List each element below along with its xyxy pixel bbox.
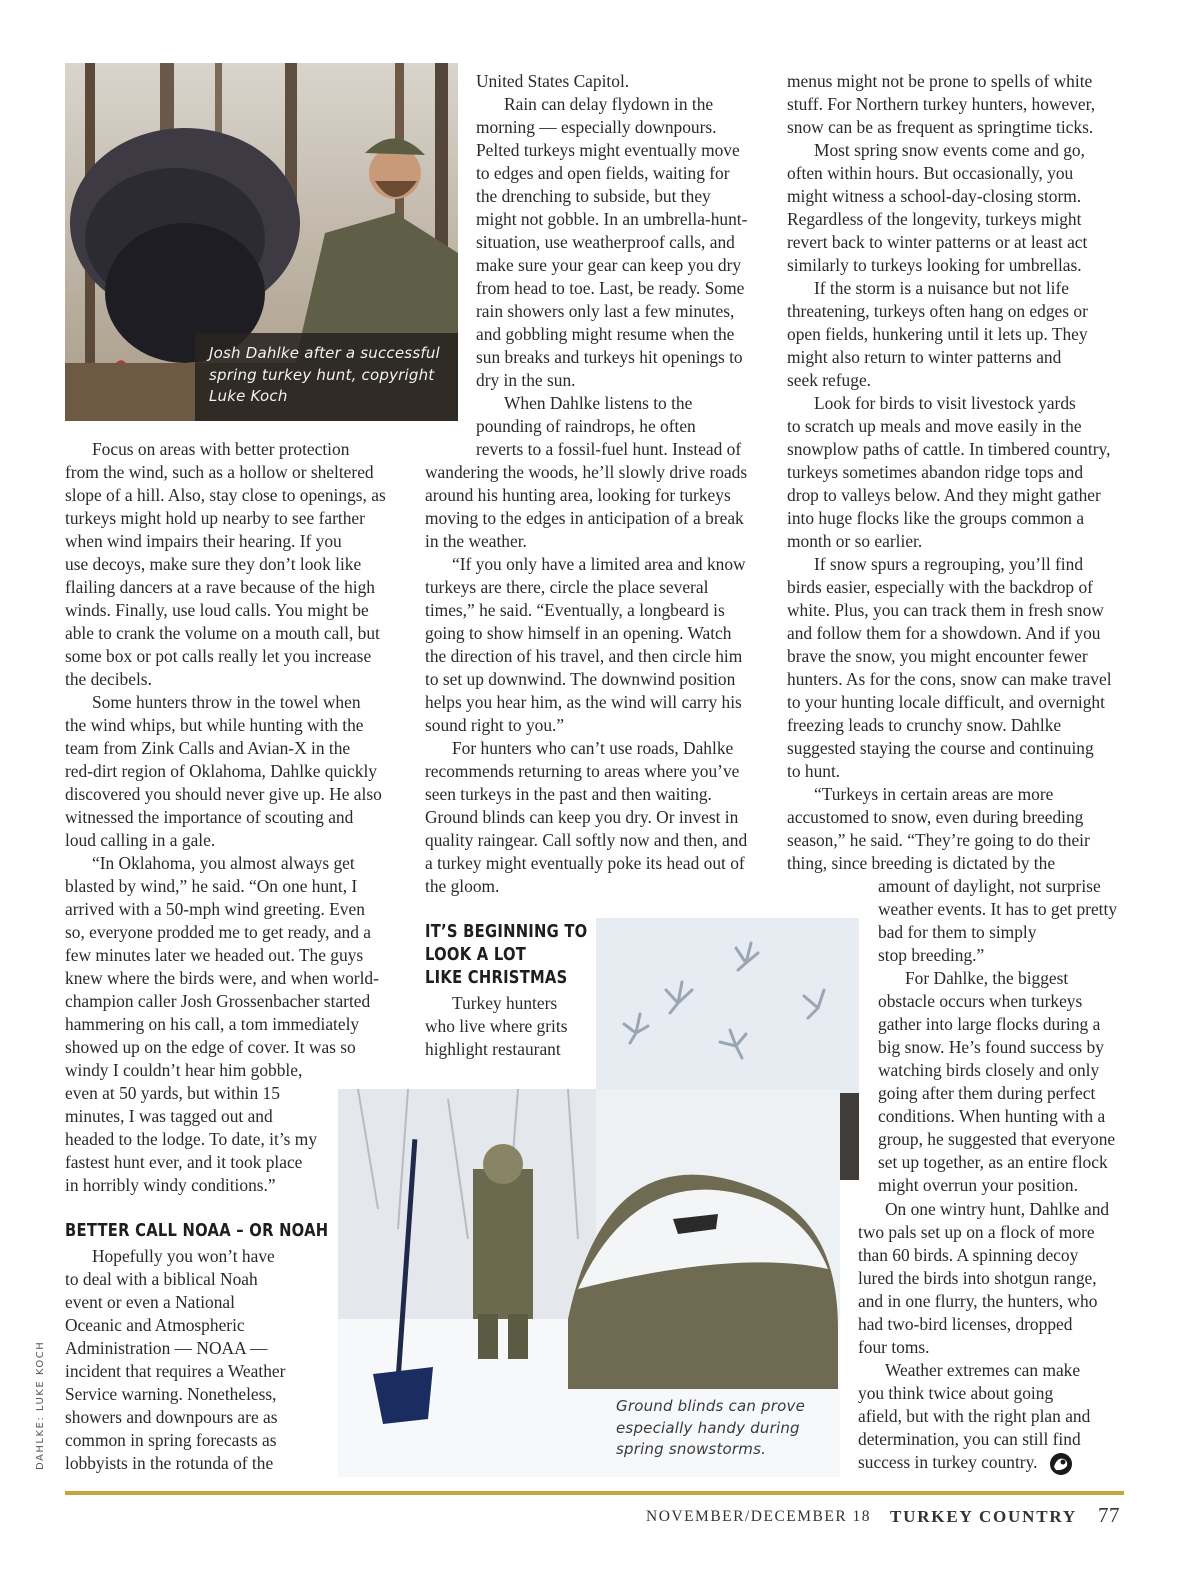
paragraph-line: might witness a school-day-closing storm. [787, 186, 1082, 206]
paragraph-line: season,” he said. “They’re going to do their [787, 830, 1090, 850]
paragraph-line: two pals set up on a flock of more [858, 1222, 1095, 1242]
paragraph-line: lobbyists in the rotunda of the [65, 1453, 274, 1473]
paragraph-line: knew where the birds were, and when world- [65, 968, 379, 988]
paragraph-line: team from Zink Calls and Avian-X in the [65, 738, 351, 758]
paragraph-line: helps you hear him, as the wind will carry his [425, 692, 742, 712]
footer-rule [65, 1491, 1124, 1495]
paragraph-line: Some hunters throw in the towel when [92, 692, 361, 712]
paragraph-line: Turkey hunters [452, 993, 558, 1013]
paragraph-line: even at 50 yards, but within 15 [65, 1083, 280, 1103]
paragraph-line: champion caller Josh Grossenbacher started [65, 991, 371, 1011]
paragraph-line: into huge flocks like the groups common a [787, 508, 1085, 528]
hunter-turkey-photo [65, 63, 458, 421]
paragraph-line: might overrun your position. [878, 1175, 1078, 1195]
paragraph-line: going after them during perfect [878, 1083, 1096, 1103]
paragraph-line: Most spring snow events come and go, [814, 140, 1085, 160]
paragraph-line: the wind whips, but while hunting with the [65, 715, 364, 735]
turkey-end-mark-icon [1048, 1451, 1074, 1477]
paragraph-line: success in turkey country. [858, 1452, 1038, 1472]
paragraph-line: use decoys, make sure they don’t look like [65, 554, 362, 574]
paragraph-line: Hopefully you won’t have [92, 1246, 275, 1266]
paragraph-line: to scratch up meals and move easily in the [787, 416, 1082, 436]
paragraph-line: brave the snow, you might encounter fewer [787, 646, 1088, 666]
paragraph-line: in horribly windy conditions.” [65, 1175, 276, 1195]
paragraph-line: fastest hunt ever, and it took place [65, 1152, 303, 1172]
paragraph-line: seek refuge. [787, 370, 872, 390]
paragraph-line: freezing leads to crunchy snow. Dahlke [787, 715, 1062, 735]
paragraph-line: recommends returning to areas where you’ve [425, 761, 740, 781]
paragraph-line: hunters. As for the cons, snow can make travel [787, 669, 1112, 689]
paragraph-line: to set up downwind. The downwind position [425, 669, 736, 689]
paragraph-line: witnessed the importance of scouting and [65, 807, 354, 827]
paragraph-line: wandering the woods, he’ll slowly drive roads [425, 462, 748, 482]
paragraph-line: times,” he said. “Eventually, a longbeard is [425, 600, 725, 620]
paragraph-line: threatening, turkeys often hang on edges or [787, 301, 1088, 321]
section-heading-christmas-1: IT’S BEGINNING TO [425, 921, 588, 942]
paragraph-line: obstacle occurs when turkeys [878, 991, 1083, 1011]
paragraph-line: event or even a National [65, 1292, 235, 1312]
paragraph-line: and follow them for a showdown. And if you [787, 623, 1101, 643]
paragraph-line: few minutes later we headed out. The guys [65, 945, 364, 965]
paragraph-line: had two-bird licenses, dropped [858, 1314, 1073, 1334]
paragraph-line: moving to the edges in anticipation of a break [425, 508, 744, 528]
paragraph-line: For hunters who can’t use roads, Dahlke [452, 738, 734, 758]
paragraph-line: common in spring forecasts as [65, 1430, 277, 1450]
paragraph-line: month or so earlier. [787, 531, 923, 551]
paragraph-line: the drenching to subside, but they [476, 186, 711, 206]
footer-magazine: TURKEY COUNTRY [890, 1507, 1077, 1526]
paragraph-line: weather events. It has to get pretty [878, 899, 1118, 919]
paragraph-line: make sure your gear can keep you dry [476, 255, 742, 275]
paragraph-line: minutes, I was tagged out and [65, 1106, 273, 1126]
paragraph-line: and gobbling might resume when the [476, 324, 735, 344]
paragraph-line: turkeys are there, circle the place several [425, 577, 709, 597]
paragraph-line: might not gobble. In an umbrella-hunt- [476, 209, 748, 229]
paragraph-line: than 60 birds. A spinning decoy [858, 1245, 1079, 1265]
paragraph-line: and in one flurry, the hunters, who [858, 1291, 1098, 1311]
paragraph-line: Administration — NOAA — [65, 1338, 268, 1358]
hunter-turkey-caption: Josh Dahlke after a successful spring turkey hunt, copyright Luke Koch [195, 333, 458, 421]
paragraph-line: conditions. When hunting with a [878, 1106, 1106, 1126]
paragraph-line: to hunt. [787, 761, 841, 781]
paragraph-line: United States Capitol. [476, 71, 630, 91]
paragraph-line: morning — especially downpours. [476, 117, 717, 137]
paragraph-line: from head to toe. Last, be ready. Some [476, 278, 745, 298]
paragraph-line: sound right to you.” [425, 715, 565, 735]
paragraph-line: headed to the lodge. To date, it’s my [65, 1129, 318, 1149]
paragraph-line: you think twice about going [858, 1383, 1054, 1403]
section-heading-christmas-3: LIKE CHRISTMAS [425, 967, 568, 988]
ground-blind-photo [338, 1089, 840, 1477]
paragraph-line: incident that requires a Weather [65, 1361, 286, 1381]
paragraph-line: pounding of raindrops, he often [476, 416, 696, 436]
paragraph-line: often within hours. But occasionally, you [787, 163, 1074, 183]
paragraph-line: Pelted turkeys might eventually move [476, 140, 740, 160]
footer-page-number: 77 [1098, 1503, 1120, 1527]
paragraph-line: winds. Finally, use loud calls. You might be [65, 600, 369, 620]
paragraph-line: stop breeding.” [878, 945, 985, 965]
paragraph-line: bad for them to simply [878, 922, 1037, 942]
paragraph-line: suggested staying the course and continuing [787, 738, 1094, 758]
paragraph-line: snow can be as frequent as springtime ticks. [787, 117, 1094, 137]
paragraph-line: sun breaks and turkeys hit openings to [476, 347, 743, 367]
paragraph-line: to your hunting locale difficult, and overnight [787, 692, 1105, 712]
paragraph-line: who live where grits [425, 1016, 568, 1036]
paragraph-line: Rain can delay flydown in the [504, 94, 714, 114]
paragraph-line: around his hunting area, looking for turkeys [425, 485, 731, 505]
paragraph-line: revert back to winter patterns or at least act [787, 232, 1088, 252]
paragraph-line: Oceanic and Atmospheric [65, 1315, 245, 1335]
paragraph-line: stuff. For Northern turkey hunters, however, [787, 94, 1096, 114]
snow-tracks-illustration [596, 918, 859, 1093]
paragraph-line: group, he suggested that everyone [878, 1129, 1116, 1149]
paragraph-line: the direction of his travel, and then circle him [425, 646, 743, 666]
paragraph-line: from the wind, such as a hollow or sheltered [65, 462, 374, 482]
paragraph-line: blasted by wind,” he said. “On one hunt, I [65, 876, 358, 896]
paragraph-line: four toms. [858, 1337, 930, 1357]
paragraph-line: white. Plus, you can track them in fresh snow [787, 600, 1104, 620]
paragraph-line: showers and downpours are as [65, 1407, 278, 1427]
paragraph-line: hammering on his call, a tom immediately [65, 1014, 360, 1034]
paragraph-line: going to show himself in an opening. Watch [425, 623, 732, 643]
paragraph-line: If the storm is a nuisance but not life [814, 278, 1070, 298]
paragraph-line: turkeys sometimes abandon ridge tops and [787, 462, 1084, 482]
paragraph-line: reverts to a fossil-fuel hunt. Instead of [476, 439, 742, 459]
paragraph-line: dry in the sun. [476, 370, 576, 390]
paragraph-line: Regardless of the longevity, turkeys might [787, 209, 1082, 229]
paragraph-line: birds easier, especially with the backdrop of [787, 577, 1093, 597]
ground-blind-caption: Ground blinds can prove especially handy during spring snowstorms. [616, 1397, 806, 1458]
footer-issue: NOVEMBER/DECEMBER 18 [646, 1508, 872, 1525]
paragraph-line: watching birds closely and only [878, 1060, 1100, 1080]
paragraph-line: to edges and open fields, waiting for [476, 163, 730, 183]
paragraph-line: discovered you should never give up. He also [65, 784, 382, 804]
paragraph-line: “In Oklahoma, you almost always get [92, 853, 355, 873]
paragraph-line: menus might not be prone to spells of white [787, 71, 1093, 91]
paragraph-line: When Dahlke listens to the [504, 393, 693, 413]
paragraph-line: red-dirt region of Oklahoma, Dahlke quickly [65, 761, 377, 781]
paragraph-line: slope of a hill. Also, stay close to openings, as [65, 485, 386, 505]
paragraph-line: some box or pot calls really let you increase [65, 646, 372, 666]
paragraph-line: quality raingear. Call softly now and then, and [425, 830, 748, 850]
paragraph-line: Ground blinds can keep you dry. Or invest in [425, 807, 739, 827]
paragraph-line: For Dahlke, the biggest [905, 968, 1069, 988]
paragraph-line: set up together, as an entire flock [878, 1152, 1108, 1172]
paragraph-line: “Turkeys in certain areas are more [814, 784, 1054, 804]
paragraph-line: Focus on areas with better protection [92, 439, 350, 459]
paragraph-line: showed up on the edge of cover. It was so [65, 1037, 356, 1057]
paragraph-line: highlight restaurant [425, 1039, 561, 1059]
paragraph-line: open fields, hunkering until it lets up. They [787, 324, 1088, 344]
paragraph-line: snowplow paths of cattle. In timbered country, [787, 439, 1111, 459]
paragraph-line: big snow. He’s found success by [878, 1037, 1104, 1057]
paragraph-line: able to crank the volume on a mouth call, but [65, 623, 380, 643]
section-heading-noaa: BETTER CALL NOAA – OR NOAH [65, 1220, 329, 1241]
section-heading-christmas-2: LOOK A LOT [425, 944, 527, 965]
paragraph-line: accustomed to snow, even during breeding [787, 807, 1084, 827]
paragraph-line: arrived with a 50-mph wind greeting. Even [65, 899, 365, 919]
paragraph-line: “If you only have a limited area and know [452, 554, 746, 574]
paragraph-line: so, everyone prodded me to get ready, and a [65, 922, 371, 942]
paragraph-line: gather into large flocks during a [878, 1014, 1101, 1034]
paragraph-line: similarly to turkeys looking for umbrellas. [787, 255, 1082, 275]
paragraph-line: flailing dancers at a rave because of the high [65, 577, 375, 597]
photo-credit: DAHLKE: LUKE KOCH [35, 1340, 46, 1470]
paragraph-line: might also return to winter patterns and [787, 347, 1062, 367]
paragraph-line: determination, you can still find [858, 1429, 1081, 1449]
paragraph-line: drop to valleys below. And they might gather [787, 485, 1101, 505]
paragraph-line: Look for birds to visit livestock yards [814, 393, 1076, 413]
paragraph-line: On one wintry hunt, Dahlke and [885, 1199, 1110, 1219]
paragraph-line: to deal with a biblical Noah [65, 1269, 258, 1289]
paragraph-line: the gloom. [425, 876, 500, 896]
paragraph-line: the decibels. [65, 669, 152, 689]
paragraph-line: in the weather. [425, 531, 527, 551]
paragraph-line: amount of daylight, not surprise [878, 876, 1101, 896]
paragraph-line: afield, but with the right plan and [858, 1406, 1091, 1426]
paragraph-line: thing, since breeding is dictated by the [787, 853, 1056, 873]
paragraph-line: Service warning. Nonetheless, [65, 1384, 277, 1404]
paragraph-line: a turkey might eventually poke its head out of [425, 853, 745, 873]
paragraph-line: when wind impairs their hearing. If you [65, 531, 342, 551]
paragraph-line: turkeys might hold up nearby to see farther [65, 508, 365, 528]
paragraph-line: loud calling in a gale. [65, 830, 216, 850]
paragraph-line: windy I couldn’t hear him gobble, [65, 1060, 303, 1080]
paragraph-line: seen turkeys in the past and then waiting. [425, 784, 712, 804]
paragraph-line: Weather extremes can make [885, 1360, 1081, 1380]
paragraph-line: situation, use weatherproof calls, and [476, 232, 735, 252]
paragraph-line: lured the birds into shotgun range, [858, 1268, 1097, 1288]
paragraph-line: rain showers only last a few minutes, [476, 301, 735, 321]
paragraph-line: If snow spurs a regrouping, you’ll find [814, 554, 1084, 574]
